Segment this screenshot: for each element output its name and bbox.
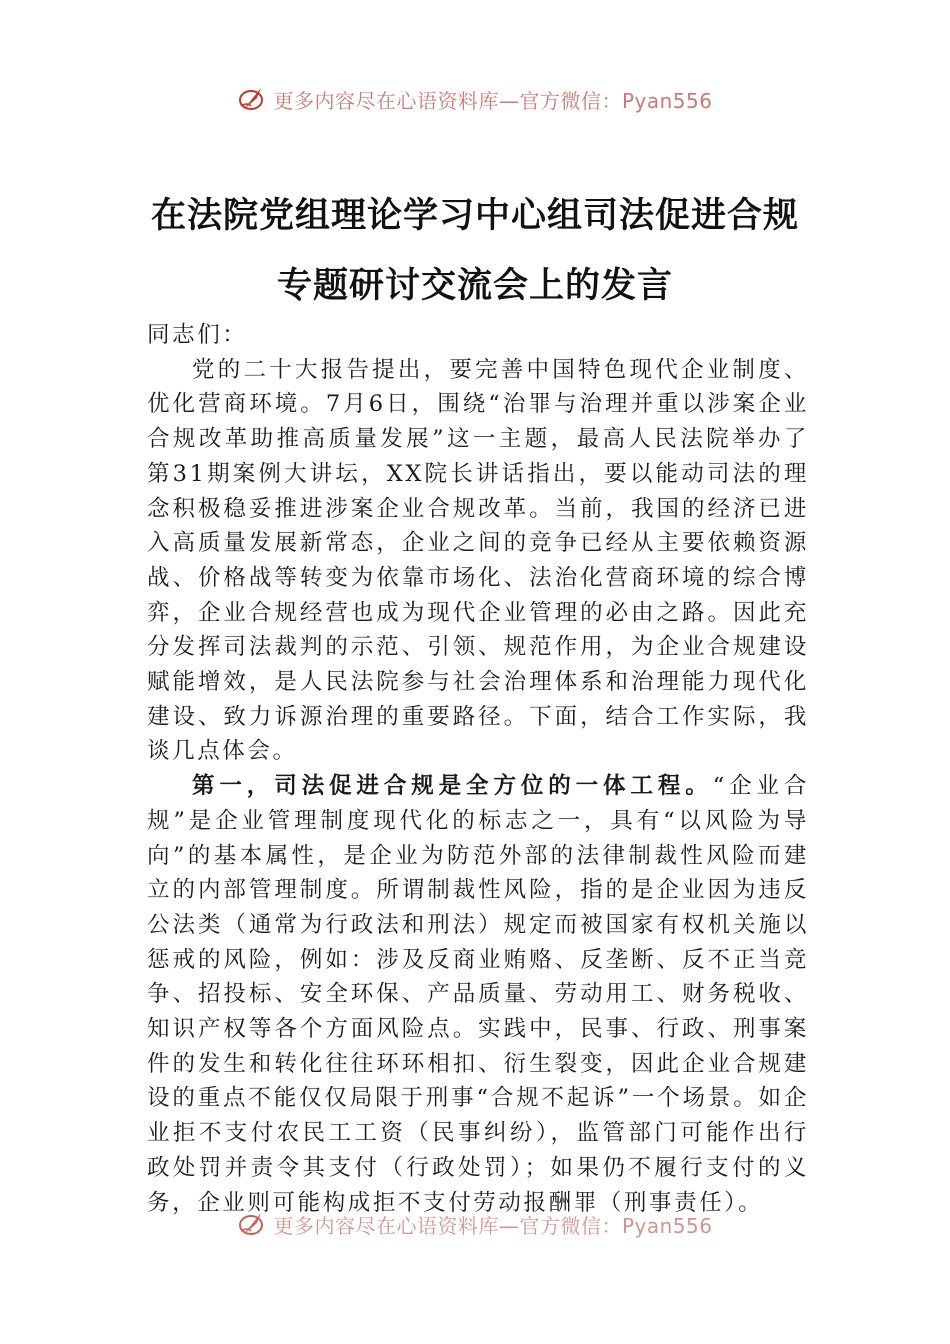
document-title-line-2: 专题研讨交流会上的发言 — [276, 265, 673, 306]
document-title-line-1: 在法院党组理论学习中心组司法促进合规 — [150, 195, 799, 236]
watermark-header — [0, 84, 950, 114]
document-body — [147, 318, 809, 1220]
paragraph-first-point — [147, 769, 809, 1220]
watermark-text: 更多内容尽在心语资料库—官方微信：Pyan556 — [273, 1213, 713, 1238]
salutation: 同志们： — [147, 322, 248, 348]
watermark-text: 更多内容尽在心语资料库—官方微信：Pyan556 — [273, 88, 713, 113]
paragraph-first-point-body: “企业合规”是企业管理制度现代化的标志之一，具有“以风险为导向”的基本属性，是企业为防范外部的法律制裁性风险而建立的内部管理制度。所谓制裁性风险，指的是企业因为违反公法类（通常为行政法和刑法）规定而被国家有权机关施以惩戒的风险，例如：涉及反商业贿赂、反垄断、反不正当竞争、招投标、安全环保、产品质量、劳动用工、财务税收、知识产权等各个方面风险点。实践中，民事、行政、刑事案件的发生和转化往往环环相扣、衍生裂变，因此企业合规建设的重点不能仅仅局限于刑事“合规不起诉”一个场景。如企业拒不支付农民工工资（民事纠纷），监管部门可能作出行政处罚并责令其支付（行政处罚）；如果仍不履行支付的义务，企业则可能构成拒不支付劳动报酬罪（刑事责任）。 — [147, 773, 810, 1216]
feather-pen-logo-icon — [237, 1209, 267, 1239]
paragraph-intro: 党的二十大报告提出，要完善中国特色现代企业制度、优化营商环境。7月6日，围绕“治罪与治理并重以涉案企业合规改革助推高质量发展”这一主题，最高人民法院举办了第31期案例大讲坛，XX院长讲话指出，要以能动司法的理念积极稳妥推进涉案企业合规改革。当前，我国的经济已进入高质量发展新常态，企业之间的竞争已经从主要依赖资源战、价格战等转变为依靠市场化、法治化营商环境的综合博弈，企业合规经营也成为现代企业管理的必由之路。因此充分发挥司法裁判的示范、引领、规范作用，为企业合规建设赋能增效，是人民法院参与社会治理体系和治理能力现代化建设、致力诉源治理的重要路径。下面，结合工作实际，我谈几点体会。 — [147, 356, 809, 765]
watermark-footer — [0, 1209, 950, 1239]
paragraph-heading: 第一，司法促进合规是全方位的一体工程。 — [192, 773, 713, 800]
feather-pen-logo-icon — [237, 84, 267, 114]
